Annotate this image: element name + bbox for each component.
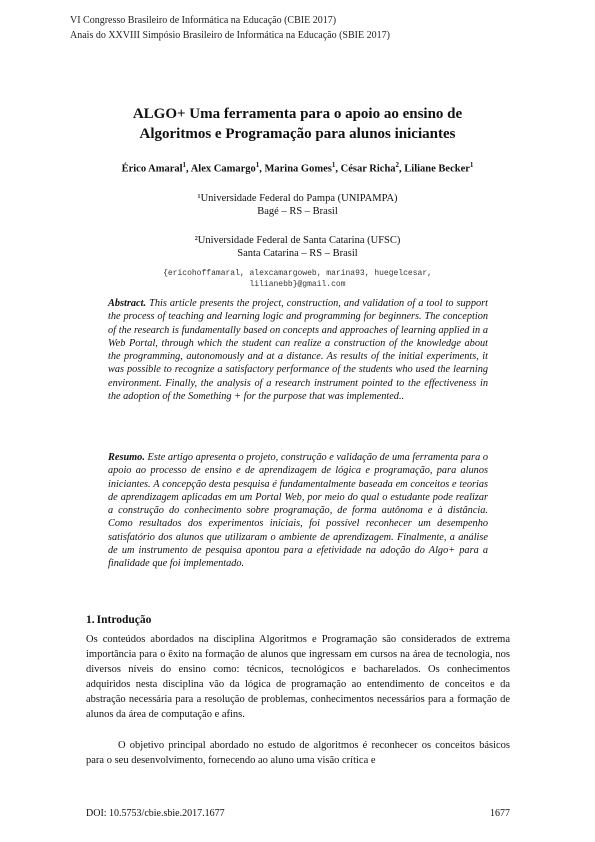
author-affiliation-mark: 1 (182, 161, 187, 169)
author-separator: , (186, 163, 191, 175)
abstract-portuguese (108, 451, 488, 571)
abstract-label: Abstract. (108, 298, 147, 309)
body-paragraph-1: Os conteúdos abordados na disciplina Algoritmos e Programação são considerados de extrema importância para o êxito na formação de alunos que ingressam em cursos na área de tecnologia, nos diversos níveis do ensino como: técnicos, tecnológicos e bacharelados. Os conhecimentos adquiridos nesta disciplina vão da lógica de programação ao entendimento de conceitos e da abstração necessária para a resolução de problemas, conhecimentos necessários para a formação de alunos da área de computação e afins. (86, 634, 510, 720)
section-number: 1. (86, 614, 95, 626)
author-affiliation-mark: 1 (255, 161, 260, 169)
author-name: César Richa (340, 163, 396, 175)
author-emails (70, 268, 525, 290)
author-name: Alex Camargo (190, 163, 256, 175)
author-name: Marina Gomes (264, 163, 332, 175)
paper-title-line-1: ALGO+ Uma ferramenta para o apoio ao ensino de (132, 106, 463, 122)
affiliation-2-location: Santa Catarina – RS – Brasil (237, 248, 358, 259)
affiliation-1-institution: ¹Universidade Federal do Pampa (UNIPAMPA) (197, 193, 398, 204)
affiliation-2-institution: ²Universidade Federal de Santa Catarina (UFSC) (194, 235, 401, 246)
resumo-text: Este artigo apresenta o projeto, construção e validação de uma ferramenta para o apoio ao processo de ensino e de aprendizagem de lógica e programação, para alunos iniciantes. A concepção desta pesquisa é fundamentalmente baseada em conceitos e teorias de aprendizagem aplicadas em um Portal Web, por meio do qual o estudante pode realizar a construção do conhecimento sobre programação, de forma autônoma e à distância. Como resultados dos experimentos iniciais, foi possível reconhecer um desempenho satisfatório dos alunos que utilizaram o ambiente de aprendizagem. Finalmente, a análise de um instrumento de pesquisa apontou para a efetividade na adoção do Algo+ para a finalidade que foi implementado. (108, 452, 488, 570)
affiliation-1-location: Bagé – RS – Brasil (257, 206, 338, 217)
section-heading (86, 614, 151, 626)
author-affiliation-mark: 1 (469, 161, 474, 169)
author-separator: , (399, 163, 405, 175)
author-name: Liliane Becker (404, 163, 470, 175)
author-list (70, 158, 525, 177)
affiliation-2 (70, 234, 525, 260)
conference-header-line-2: Anais do XXVIII Simpósio Brasileiro de Informática na Educação (SBIE 2017) (70, 30, 390, 41)
body-paragraph-2: O objetivo principal abordado no estudo de algoritmos é reconhecer os conceitos básicos para o seu desenvolvimento, fornecendo ao aluno uma visão crítica e (86, 740, 510, 766)
conference-header-line-1: VI Congresso Brasileiro de Informática na Educação (CBIE 2017) (70, 15, 337, 26)
abstract-english (108, 297, 488, 403)
author-separator: , (259, 163, 265, 175)
abstract-text: This article presents the project, construction, and validation of a tool to support the process of teaching and learning logic and programming for beginners. The conception of the research is fundamentally based on concepts and approaches of learning applied in a Web Portal, through which the student can realize a construction of the knowledge about the programming, autonomously and at a distance. As results of the initial experiments, it was possible to recognize a satisfactory performance of the students who used the learning environment. Finally, the analysis of a research instrument pointed to the effectiveness in the adoption of the Something + for the purpose that was implemented.. (108, 298, 489, 403)
doi-footer: DOI: 10.5753/cbie.sbie.2017.1677 (86, 808, 225, 819)
author-separator: , (335, 163, 341, 175)
author-affiliation-mark: 2 (395, 161, 400, 169)
resumo-label: Resumo. (108, 452, 145, 463)
email-line-1: {ericohoffamaral, alexcamargoweb, marina93, huegelcesar, (163, 269, 432, 278)
section-title: Introdução (96, 614, 152, 626)
author-affiliation-mark: 1 (331, 161, 336, 169)
page-number: 1677 (490, 808, 510, 819)
paper-title (70, 104, 525, 144)
affiliation-1 (70, 192, 525, 218)
paper-title-line-2: Algoritmos e Programação para alunos iniciantes (139, 126, 456, 142)
email-line-2: lilianebb}@gmail.com (249, 280, 346, 289)
author-name: Érico Amaral (121, 163, 183, 175)
